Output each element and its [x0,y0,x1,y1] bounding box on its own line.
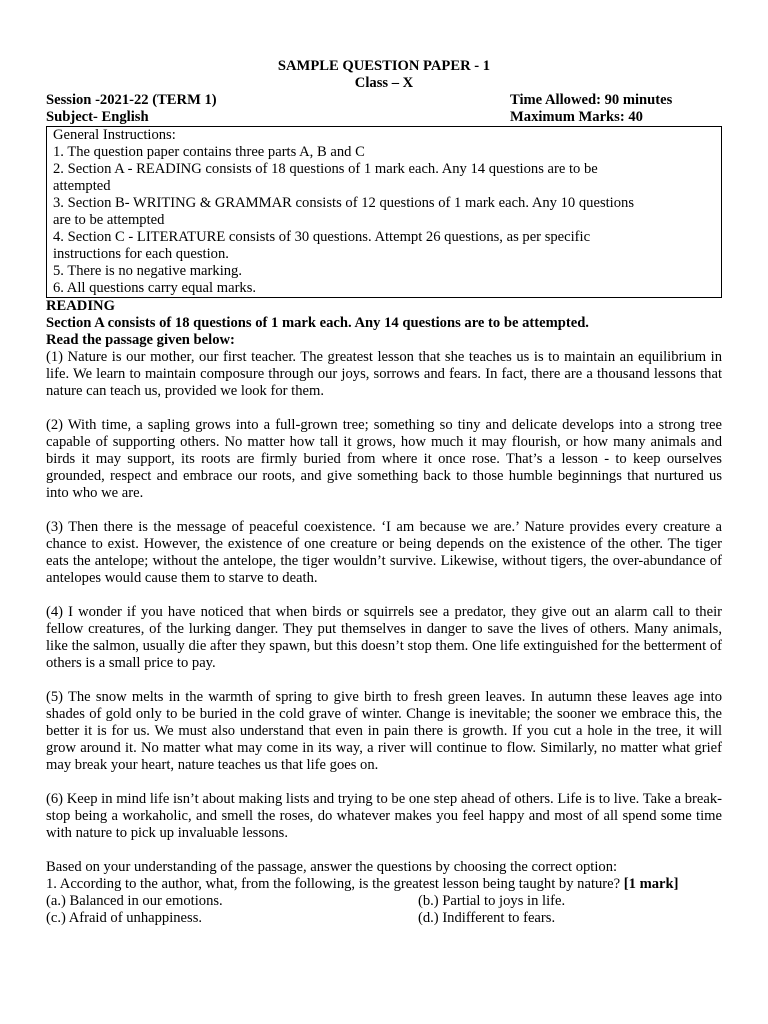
instruction-line: 2. Section A - READING consists of 18 questions of 1 mark each. Any 14 questions are to be [53,161,598,177]
session-label: Session -2021-22 (TERM 1) [46,92,217,108]
passage-paragraph-1: (1) Nature is our mother, our first teacher. The greatest lesson that she teaches us is to maintain an equilibrium in life. We learn to maintain composure through our joys, sorrows and fears. In fact, there are a thousand lessons that nature can teach us, provided we look for them. [46,349,722,399]
passage-paragraph-2: (2) With time, a sapling grows into a full-grown tree; something so tiny and delicate develops into a strong tree capable of supporting others. No matter how tall it grows, how much it may flourish, or how many animals and birds it may support, its roots are firmly buried from where it once rose. That’s a lesson - to keep ourselves grounded, respect and embrace our roots, and give something back to those humble beginnings that nurtured us into who we are. [46,417,722,501]
option-b: (b.) Partial to joys in life. [418,893,566,909]
section-a-description: Section A consists of 18 questions of 1 mark each. Any 14 questions are to be attempted. [46,315,589,331]
instruction-line: instructions for each question. [53,246,229,262]
subject-label: Subject- English [46,109,149,125]
passage-paragraph-4: (4) I wonder if you have noticed that when birds or squirrels see a predator, they give out an alarm call to their fellow creatures, of the lurking danger. They put themselves in danger to save the lives of others. Many animals, like the salmon, usually die after they spawn, but this doesn’t stop them. One life extinguished for the betterment of others is a small price to pay. [46,604,722,671]
instruction-line: 6. All questions carry equal marks. [53,280,257,296]
time-allowed: Time Allowed: 90 minutes [510,92,673,108]
question-1 [46,876,722,893]
instruction-line: are to be attempted [53,212,165,228]
subject-row [46,109,722,126]
reading-heading: READING [46,298,115,314]
option-d: (d.) Indifferent to fears. [418,910,556,926]
general-instructions-box [46,126,722,298]
passage-paragraph-3: (3) Then there is the message of peaceful coexistence. ‘I am because we are.’ Nature provides every creature a chance to exist. However, the existence of one creature or being depends on the existence of the other. The tiger eats the antelope; without the antelope, the tiger wouldn’t survive. Likewise, without tigers, the over-abundance of antelopes would cause them to starve to death. [46,519,722,586]
question-1-options [46,893,722,927]
passage-paragraph-5: (5) The snow melts in the warmth of spring to give birth to fresh green leaves. In autumn these leaves age into shades of gold only to be buried in the cold grave of winter. Change is inevitable; the sooner we embrace this, the better it is for us. We must also understand that even in pain there is growth. If you cut a hole in the tree, it will grow around it. No matter what may come in its way, a river will continue to flow. Similarly, no matter what grief may break your heart, nature teaches us that life goes on. [46,689,722,773]
option-c: (c.) Afraid of unhappiness. [46,910,203,926]
passage-intro: Read the passage given below: [46,332,235,348]
class-label: Class – X [354,75,414,91]
instruction-line: attempted [53,178,111,194]
paper-title: SAMPLE QUESTION PAPER - 1 [277,58,491,74]
maximum-marks: Maximum Marks: 40 [510,109,643,125]
instruction-line: 3. Section B- WRITING & GRAMMAR consists of 12 questions of 1 mark each. Any 10 questions [53,195,635,211]
session-row [46,92,722,109]
instruction-line: 4. Section C - LITERATURE consists of 30 questions. Attempt 26 questions, as per specific [53,229,591,245]
answer-instruction: Based on your understanding of the passage, answer the questions by choosing the correct option: [46,859,618,875]
option-a: (a.) Balanced in our emotions. [46,893,223,909]
question-paper-page [46,58,722,927]
instructions-heading: General Instructions: [53,127,176,143]
passage-paragraph-6: (6) Keep in mind life isn’t about making lists and trying to be one step ahead of others. Life is to live. Take a break-stop being a workaholic, and smell the roses, do whatever makes you feel happy and most of all spend some time with nature to pick up invaluable lessons. [46,791,722,841]
question-1-stem: 1. According to the author, what, from the following, is the greatest lesson being taught by nature? [46,876,621,892]
question-1-marks: [1 mark] [623,876,679,892]
instruction-line: 5. There is no negative marking. [53,263,242,279]
instruction-line: 1. The question paper contains three parts A, B and C [53,144,365,160]
